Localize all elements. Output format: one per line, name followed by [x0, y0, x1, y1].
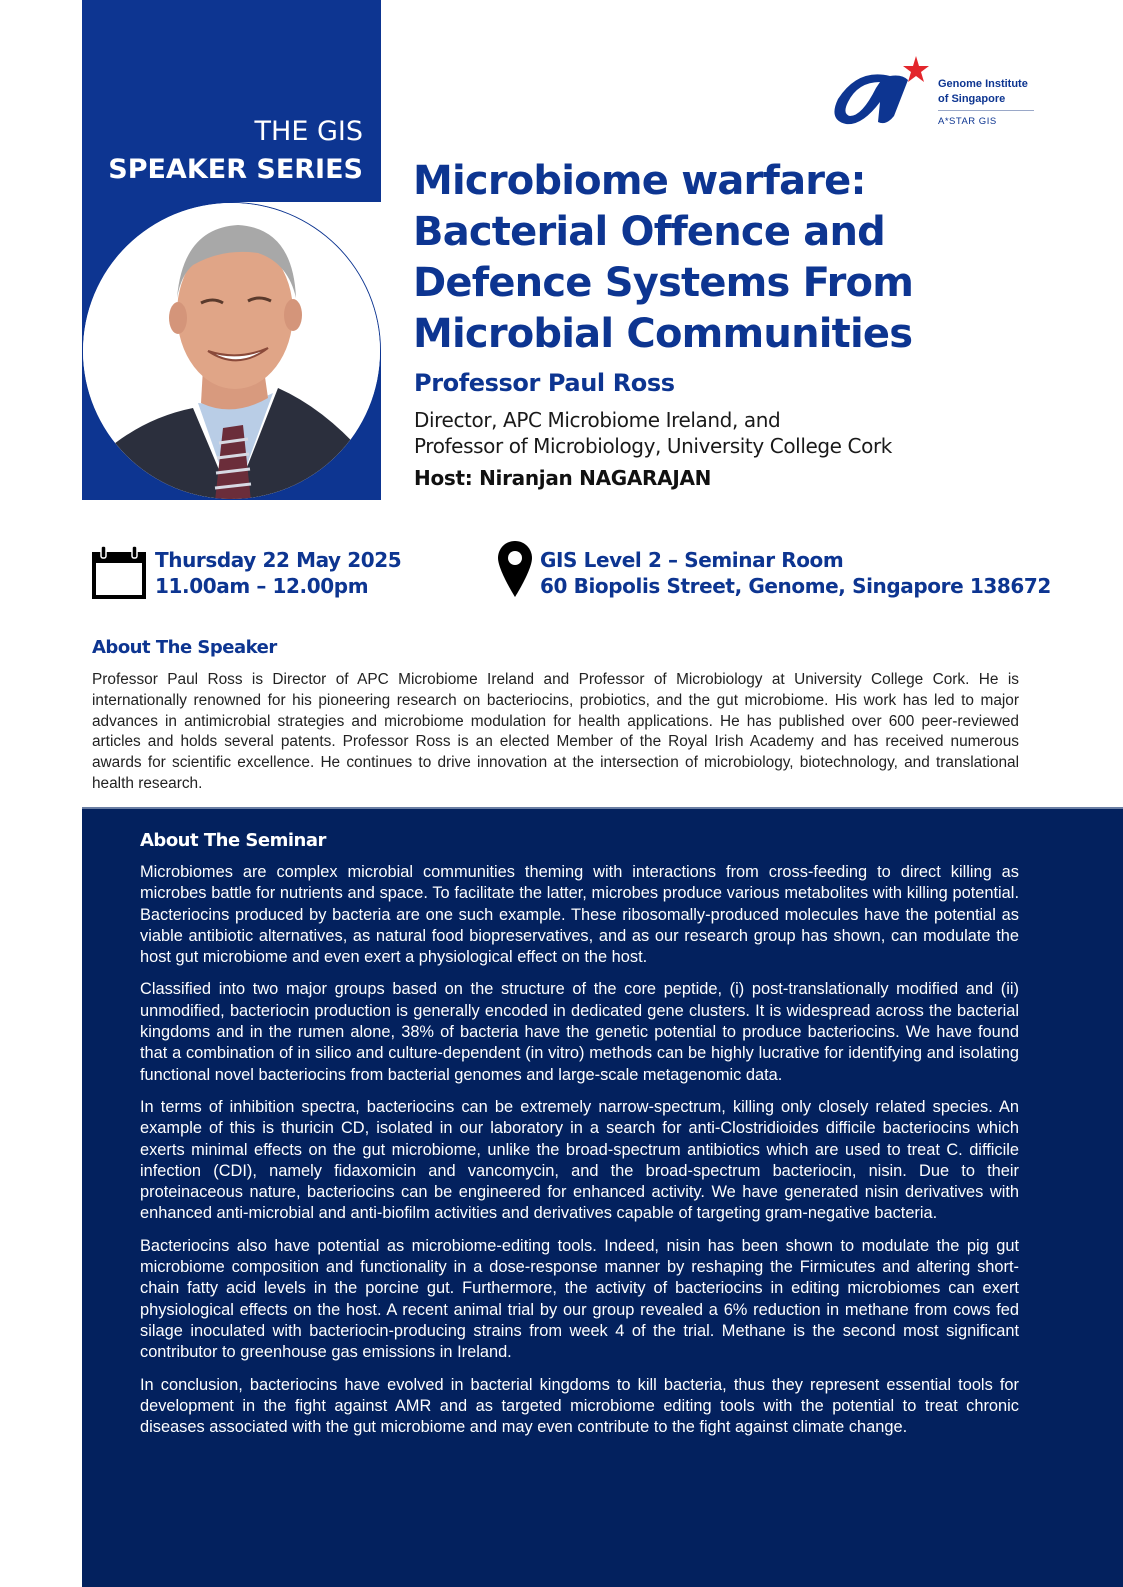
seminar-paragraph: In terms of inhibition spectra, bacteriocins can be extremely narrow-spectrum, killing only closely related species. An example of this is thuricin CD, isolated in our laboratory in a search for anti-Clostridioides difficile bacteriocins which exerts minimal effects on the gut microbiome, unlike the broad-spectrum antibiotics which are used to treat C. difficile infection (CDI), namely fidaxomicin and vancomycin, and the broad-spectrum bacteriocin, nisin. Due to their proteinaceous nature, bacteriocins can be engineered for enhanced activity. We have generated nisin derivatives with enhanced anti-microbial and anti-biofilm activities and derivatives capable of targeting gram-negative bacteria. [140, 1097, 1019, 1223]
speaker-photo-frame [82, 202, 381, 500]
about-seminar-heading: About The Seminar [140, 830, 326, 851]
event-location [540, 547, 1051, 599]
gis-logo [828, 54, 1038, 130]
series-title-line2: SPEAKER SERIES [108, 154, 363, 185]
talk-title [413, 156, 1033, 360]
speaker-name: Professor Paul Ross [414, 369, 675, 397]
event-date: Thursday 22 May 2025 [155, 548, 402, 572]
event-venue: GIS Level 2 – Seminar Room [540, 548, 844, 572]
series-banner [82, 0, 381, 202]
a-star-logo-icon [828, 54, 938, 130]
talk-title-line: Microbiome warfare: [413, 158, 866, 204]
logo-tagline: A*STAR GIS [938, 116, 997, 127]
talk-title-line: Defence Systems From [413, 260, 914, 306]
talk-title-line: Bacterial Offence and [413, 209, 885, 255]
logo-name-line1: Genome Institute [938, 78, 1028, 90]
seminar-paragraph: Microbiomes are complex microbial communities theming with interactions from cross-feeding to direct killing as microbes battle for nutrients and space. To facilitate the latter, microbes produce various metabolites with killing potential. Bacteriocins produced by bacteria are one such example. These ribosomally-produced molecules have the potential as viable antibiotic alternatives, as natural food biopreservatives, and as our research group has shown, can modulate the host gut microbiome and even exert a physiological effect on the host. [140, 863, 1019, 967]
about-speaker-heading: About The Speaker [92, 637, 277, 658]
speaker-affiliation-line: Professor of Microbiology, University College Cork [414, 434, 892, 458]
event-datetime [155, 547, 401, 599]
event-time: 11.00am – 12.00pm [155, 574, 369, 598]
map-pin-icon [497, 540, 533, 598]
host-label: Host: Niranjan NAGARAJAN [414, 466, 712, 490]
about-speaker-text: Professor Paul Ross is Director of APC Microbiome Ireland and Professor of Microbiology at University College Cork. He is internationally renowned for his pioneering research on bacteriocins, probiotics, and the gut microbiome. His work has led to major advances in antimicrobial strategies and microbiome modulation for health applications. He has published over 600 peer-reviewed articles and holds several patents. Professor Ross is an elected Member of the Royal Irish Academy and has received numerous awards for scientific excellence. He continues to drive innovation at the intersection of microbiology, biotechnology, and translational health research. [92, 671, 1019, 792]
calendar-icon [91, 545, 147, 600]
speaker-photo [82, 202, 381, 500]
logo-divider [938, 110, 1034, 111]
about-seminar-body [140, 862, 1019, 1449]
seminar-paragraph: Bacteriocins also have potential as microbiome-editing tools. Indeed, nisin has been shown to modulate the pig gut microbiome composition and functionality in a dose-response manner by reshaping the Firmicutes and altering short-chain fatty acid levels in the porcine gut. Furthermore, the activity of bacteriocins in editing microbiomes can exert physiological effects on the host. A recent animal trial by our group revealed a 6% reduction in methane from cows fed silage inoculated with bacteriocin-producing strains from week 4 of the trial. Methane is the second most significant contributor to greenhouse gas emissions in Ireland. [140, 1236, 1019, 1362]
event-address: 60 Biopolis Street, Genome, Singapore 138672 [540, 574, 1051, 598]
series-title-line1: THE GIS [254, 116, 363, 147]
logo-name-line2: of Singapore [938, 93, 1006, 105]
speaker-portrait-illustration [83, 203, 381, 500]
speaker-affiliation [414, 407, 892, 459]
seminar-paragraph: Classified into two major groups based on the structure of the core peptide, (i) post-translationally modified and (ii) unmodified, bacteriocin production is generally encoded in dedicated gene clusters. It is widespread across the bacterial kingdoms and in the rumen alone, 38% of bacteria have the genetic potential to produce bacteriocins. We have found that a combination of in silico and culture-dependent (in vitro) methods can be highly lucrative for identifying and isolating functional novel bacteriocins from bacterial genomes and large-scale metagenomic data. [140, 980, 1019, 1084]
talk-title-line: Microbial Communities [413, 311, 913, 357]
seminar-paragraph: In conclusion, bacteriocins have evolved in bacterial kingdoms to kill bacteria, thus they represent essential tools for development in the fight against AMR and as targeted microbiome editing tools with the potential to treat chronic diseases associated with the gut microbiome and may even contribute to the fight against climate change. [140, 1375, 1019, 1437]
speaker-affiliation-line: Director, APC Microbiome Ireland, and [414, 408, 781, 432]
